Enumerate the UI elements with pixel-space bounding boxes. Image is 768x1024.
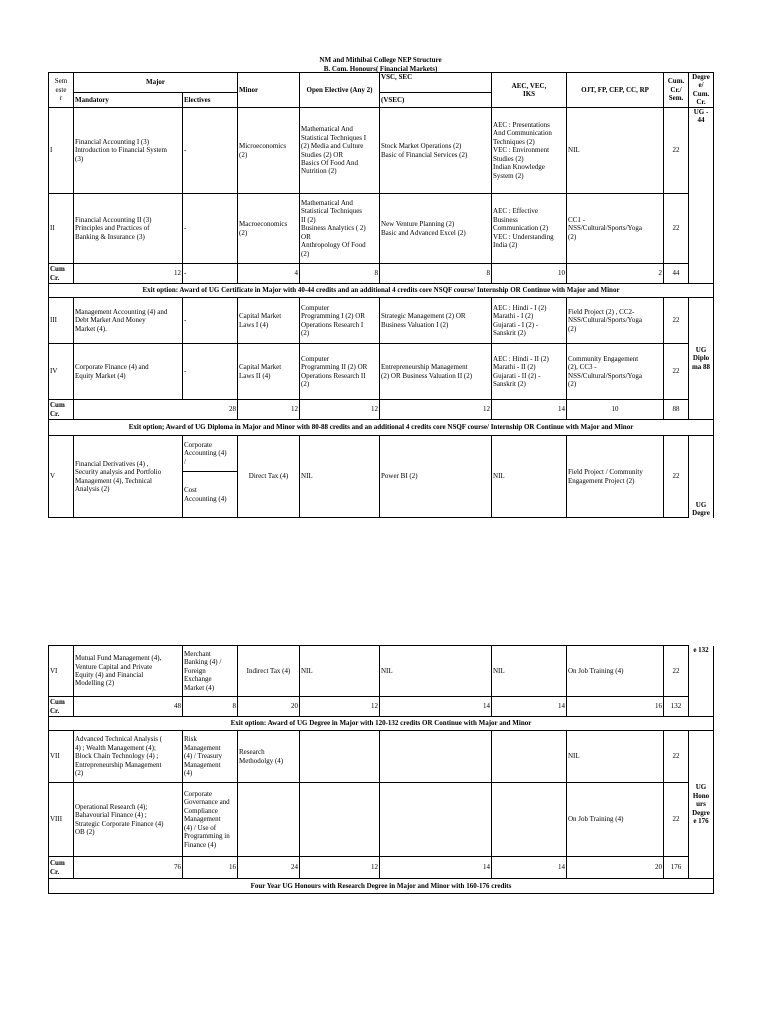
cumulative-row-2 (49, 400, 714, 420)
mandatory-cell: Operational Research (4); Bahavourial Finance (4) ; Strategic Corporate Finance (4) OB (2) (74, 783, 183, 857)
col-open-elective-header: Open Elective (Any 2) (300, 73, 380, 108)
vsc-cell: New Venture Planning (2) Basic and Advanced Excel (2) (380, 194, 492, 264)
mandatory-cell: Financial Derivatives (4) , Security analysis and Portfolio Management (4), Technical Analysis (2) (74, 436, 183, 518)
col-degree-header: Degre e/ Cum. Cr. (689, 73, 714, 108)
cum-open-elective: 8 (300, 264, 380, 284)
vsc-cell: Strategic Management (2) OR Business Valuation I (2) (380, 298, 492, 344)
cum-major: 48 (74, 697, 183, 717)
semester-label: IV (49, 344, 74, 400)
semester-credits: 22 (664, 344, 689, 400)
document-subtitle: B. Com. Honours( Financial Markets) (323, 65, 438, 73)
cum-open-elective: 12 (300, 400, 380, 420)
col-aec-header: AEC, VEC, IKS (492, 73, 567, 108)
degree-ug-honours: UG Hono urs Degre e 176 (689, 731, 714, 879)
cum-label: Cum Cr. (49, 264, 74, 284)
cum-aec: 14 (492, 857, 567, 879)
mandatory-cell: Advanced Technical Analysis ( 4) ; Wealth Management (4); Block Chain Technology (4) ; Entrepreneurship Management (2) (74, 731, 183, 783)
electives-cell: - (183, 108, 238, 194)
exit-option-ug-certificate: Exit option: Award of UG Certificate in Major with 40-44 credits and an additional 4 credits core NSQF course/ Internship OR Continue with Major and Minor (49, 284, 714, 298)
cum-aec: 14 (492, 400, 567, 420)
mandatory-cell: Financial Accounting II (3) Principles and Practices of Banking & Insurance (3) (74, 194, 183, 264)
minor-cell: Research Methodolgy (4) (238, 731, 300, 783)
cumulative-row-4 (49, 857, 714, 879)
cum-vsc: 14 (380, 857, 492, 879)
document-title: NM and Mithibai College NEP Structure (319, 56, 442, 64)
aec-cell (492, 783, 567, 857)
minor-cell (238, 783, 300, 857)
structure-table-lower (48, 645, 714, 894)
semester-credits: 22 (664, 194, 689, 264)
col-semester-header: Sem este r (49, 73, 74, 108)
semester-credits: 22 (664, 436, 689, 518)
aec-cell (492, 731, 567, 783)
cum-electives: - (183, 264, 238, 284)
electives-cell: - (183, 344, 238, 400)
semester-label: I (49, 108, 74, 194)
open-elective-cell: Computer Programming II (2) OR Operations Research II (2) (300, 344, 380, 400)
cum-major: 12 (74, 264, 183, 284)
semester-label: V (49, 436, 74, 518)
cumulative-row-1 (49, 264, 714, 284)
cum-electives: 8 (183, 697, 238, 717)
open-elective-cell: Mathematical And Statistical Techniques I (2) Media and Culture Studies (2) OR Basics Of Food And Nutrition (2) (300, 108, 380, 194)
minor-cell: Microeconomics (2) (238, 108, 300, 194)
vsc-cell: Entrepreneurship Management (2) OR Business Valuation II (2) (380, 344, 492, 400)
semester-row-VI (49, 646, 714, 697)
open-elective-cell (300, 783, 380, 857)
semester-label: II (49, 194, 74, 264)
electives-cell: Merchant Banking (4) / Foreign Exchange Market (4) (183, 646, 238, 697)
cum-electives: 16 (183, 857, 238, 879)
aec-cell: NIL (492, 436, 567, 518)
mandatory-cell: Financial Accounting I (3) Introduction to Financial System (3) (74, 108, 183, 194)
cum-vsc: 8 (380, 264, 492, 284)
ojt-cell: Field Project / Community Engagement Project (2) (567, 436, 664, 518)
mandatory-cell: Management Accounting (4) and Debt Market And Money Market (4). (74, 298, 183, 344)
semester-row-VII (49, 731, 714, 783)
cum-vsc: 14 (380, 697, 492, 717)
structure-table-upper (48, 72, 714, 518)
cum-label: Cum Cr. (49, 697, 74, 717)
cumulative-row-3 (49, 697, 714, 717)
ojt-cell: On Job Training (4) (567, 783, 664, 857)
honours-research-note: Four Year UG Honours with Research Degree in Major and Minor with 160-176 credits (49, 879, 714, 894)
cum-semester-total: 88 (664, 400, 689, 420)
electives-cell: - (183, 194, 238, 264)
vsc-cell: Stock Market Operations (2) Basic of Financial Services (2) (380, 108, 492, 194)
semester-credits: 22 (664, 108, 689, 194)
minor-cell: Capital Market Laws II (4) (238, 344, 300, 400)
ojt-cell: CC1 - NSS/Cultural/Sports/Yoga (2) (567, 194, 664, 264)
semester-row-IV (49, 344, 714, 400)
cum-semester-total: 176 (664, 857, 689, 879)
semester-row-I (49, 108, 714, 194)
cum-aec: 10 (492, 264, 567, 284)
minor-cell: Capital Market Laws I (4) (238, 298, 300, 344)
col-mandatory-header: Mandatory (74, 93, 183, 108)
semester-label: VIII (49, 783, 74, 857)
degree-ug-44: UG - 44 (689, 108, 714, 284)
col-minor-header: Minor (238, 73, 300, 108)
semester-credits: 22 (664, 298, 689, 344)
degree-ug-degree-bottom: e 132 (689, 646, 714, 717)
semester-credits: 22 (664, 731, 689, 783)
semester-credits: 22 (664, 783, 689, 857)
mandatory-cell: Corporate Finance (4) and Equity Market (4) (74, 344, 183, 400)
minor-cell: Direct Tax (4) (238, 436, 300, 518)
cum-semester-total: 44 (664, 264, 689, 284)
col-ojt-header: OJT, FP, CEP, CC, RP (567, 73, 664, 108)
col-electives-header: Electives (183, 93, 238, 108)
cum-minor: 20 (238, 697, 300, 717)
open-elective-cell: Mathematical And Statistical Techniques II (2) Business Analytics ( 2) OR Anthropology Of Food (2) (300, 194, 380, 264)
open-elective-cell: NIL (300, 436, 380, 518)
vsc-cell (380, 731, 492, 783)
semester-label: VI (49, 646, 74, 697)
semester-credits: 22 (664, 646, 689, 697)
col-vsec-header: (VSEC) (380, 93, 492, 108)
vsc-cell: Power BI (2) (380, 436, 492, 518)
open-elective-cell: Computer Programming I (2) OR Operations Research I (2) (300, 298, 380, 344)
cum-semester-total: 132 (664, 697, 689, 717)
semester-label: III (49, 298, 74, 344)
cum-label: Cum Cr. (49, 400, 74, 420)
ojt-cell: Community Engagement (2), CC3 - NSS/Cultural/Sports/Yoga (2) (567, 344, 664, 400)
mandatory-cell: Mutual Fund Management (4), Venture Capital and Private Equity (4) and Financial Modelling (2) (74, 646, 183, 697)
semester-row-VIII (49, 783, 714, 857)
cum-open-elective: 12 (300, 697, 380, 717)
cum-minor: 24 (238, 857, 300, 879)
cum-minor: 4 (238, 264, 300, 284)
vsc-cell (380, 783, 492, 857)
ojt-cell: NIL (567, 731, 664, 783)
cum-ojt: 2 (567, 264, 664, 284)
cum-open-elective: 12 (300, 857, 380, 879)
cum-minor: 12 (238, 400, 300, 420)
col-cum-sem-header: Cum. Cr./ Sem. (664, 73, 689, 108)
cum-major: 28 (74, 400, 238, 420)
electives-cell: - (183, 298, 238, 344)
open-elective-cell (300, 731, 380, 783)
degree-ug-degree-top: UG Degre (689, 436, 714, 518)
cum-ojt: 10 (567, 400, 664, 420)
aec-cell: AEC : Hindi - I (2) Marathi - I (2) Gujarati - I (2) - Sanskrit (2) (492, 298, 567, 344)
ojt-cell: On Job Training (4) (567, 646, 664, 697)
aec-cell: AEC : Presentations And Communication Techniques (2) VEC : Environment Studies (2) Indian Knowledge System (2) (492, 108, 567, 194)
exit-option-ug-degree: Exit option: Award of UG Degree in Major with 120-132 credits OR Continue with Major and Minor (49, 717, 714, 731)
semester-row-II (49, 194, 714, 264)
ojt-cell: NIL (567, 108, 664, 194)
aec-cell: AEC : Effective Business Communication (2) VEC : Understanding India (2) (492, 194, 567, 264)
aec-cell: NIL (492, 646, 567, 697)
aec-cell: AEC : Hindi - II (2) Marathi - II (2) Gujarati - II (2) - Sanskrit (2) (492, 344, 567, 400)
electives-cell: Risk Management (4) / Treasury Management (4) (183, 731, 238, 783)
degree-ug-diploma: UG Diplo ma 88 (689, 298, 714, 420)
ojt-cell: Field Project (2) , CC2- NSS/Cultural/Sports/Yoga (2) (567, 298, 664, 344)
electives-cell-a: Corporate Accounting (4) / (183, 436, 238, 472)
semester-row-III (49, 298, 714, 344)
cum-aec: 14 (492, 697, 567, 717)
semester-label: VII (49, 731, 74, 783)
minor-cell: Macroeconomics (2) (238, 194, 300, 264)
minor-cell: Indirect Tax (4) (238, 646, 300, 697)
col-major-header: Major (74, 73, 238, 93)
cum-label: Cum Cr. (49, 857, 74, 879)
col-vsc-header: VSC, SEC (380, 73, 492, 93)
cum-ojt: 20 (567, 857, 664, 879)
electives-cell-b: Cost Accounting (4) (183, 472, 238, 518)
electives-cell: Corporate Governance and Compliance Management (4) / Use of Programming in Finance (4) (183, 783, 238, 857)
cum-major: 76 (74, 857, 183, 879)
open-elective-cell: NIL (300, 646, 380, 697)
vsc-cell: NIL (380, 646, 492, 697)
cum-ojt: 16 (567, 697, 664, 717)
cum-vsc: 12 (380, 400, 492, 420)
exit-option-ug-diploma: Exit option; Award of UG Diploma in Major and Minor with 80-88 credits and an additional 4 credits core NSQF course/ Internship OR Continue with Major and Minor (49, 420, 714, 436)
semester-row-V (49, 436, 714, 472)
